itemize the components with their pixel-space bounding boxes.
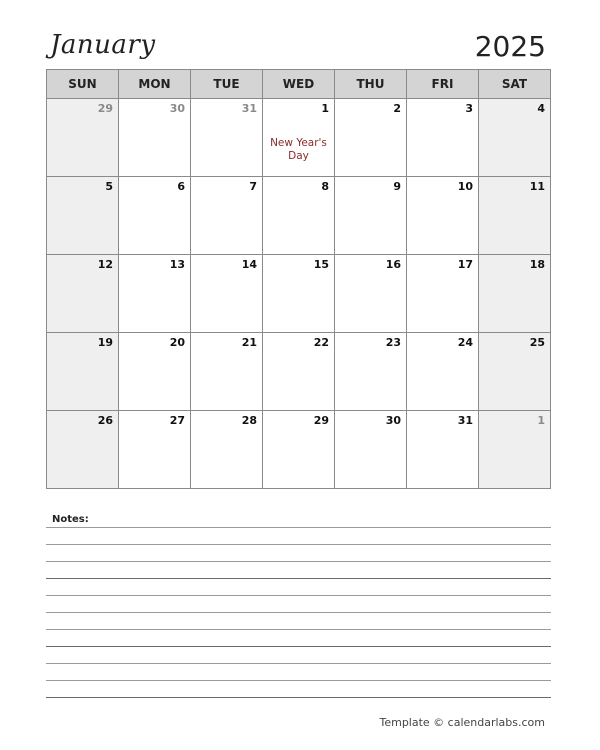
day-number: 20 xyxy=(169,336,185,349)
day-number: 17 xyxy=(457,258,473,271)
day-number: 2 xyxy=(393,102,401,115)
calendar-day-cell xyxy=(263,333,335,411)
day-number: 30 xyxy=(169,102,185,115)
day-number: 18 xyxy=(529,258,545,271)
weekday-header-tue: TUE xyxy=(191,70,263,99)
calendar-day-cell xyxy=(47,411,119,489)
calendar-week-row xyxy=(47,255,551,333)
day-number: 25 xyxy=(529,336,545,349)
calendar-day-cell xyxy=(335,333,407,411)
day-number: 14 xyxy=(241,258,257,271)
calendar-day-cell xyxy=(407,411,479,489)
day-number: 28 xyxy=(241,414,257,427)
note-line xyxy=(46,612,551,613)
note-line xyxy=(46,680,551,681)
day-number: 5 xyxy=(105,180,113,193)
day-number: 7 xyxy=(249,180,257,193)
calendar-day-cell xyxy=(119,411,191,489)
calendar-day-cell xyxy=(335,99,407,177)
calendar-day-cell xyxy=(119,99,191,177)
calendar-week-row xyxy=(47,333,551,411)
note-line xyxy=(46,697,551,698)
day-number: 31 xyxy=(241,102,257,115)
day-number: 15 xyxy=(313,258,329,271)
year-title: 2025 xyxy=(474,30,546,63)
calendar-day-cell xyxy=(47,99,119,177)
calendar-day-cell xyxy=(263,255,335,333)
calendar-day-cell xyxy=(479,177,551,255)
calendar-week-row xyxy=(47,177,551,255)
day-number: 9 xyxy=(393,180,401,193)
day-number: 27 xyxy=(169,414,185,427)
day-number: 24 xyxy=(457,336,473,349)
day-number: 26 xyxy=(97,414,113,427)
calendar-day-cell xyxy=(335,255,407,333)
calendar-grid xyxy=(46,69,551,489)
calendar-day-cell xyxy=(119,333,191,411)
note-line xyxy=(46,663,551,664)
day-number: 8 xyxy=(321,180,329,193)
day-number: 11 xyxy=(529,180,545,193)
note-line xyxy=(46,527,551,528)
day-number: 10 xyxy=(457,180,473,193)
day-number: 29 xyxy=(97,102,113,115)
calendar-body xyxy=(47,99,551,489)
calendar-day-cell xyxy=(407,99,479,177)
day-number: 1 xyxy=(537,414,545,427)
note-line xyxy=(46,646,551,647)
calendar-day-cell xyxy=(479,99,551,177)
weekday-header-sat: SAT xyxy=(479,70,551,99)
day-number: 22 xyxy=(313,336,329,349)
calendar-day-cell xyxy=(479,255,551,333)
calendar-day-cell xyxy=(191,333,263,411)
day-number: 13 xyxy=(169,258,185,271)
weekday-header-wed: WED xyxy=(263,70,335,99)
day-number: 1 xyxy=(321,102,329,115)
footer-credit: Template © calendarlabs.com xyxy=(379,716,545,729)
note-line xyxy=(46,578,551,579)
note-line xyxy=(46,595,551,596)
calendar-day-cell xyxy=(191,411,263,489)
day-number: 31 xyxy=(457,414,473,427)
day-number: 23 xyxy=(385,336,401,349)
calendar-day-cell xyxy=(119,255,191,333)
day-number: 16 xyxy=(385,258,401,271)
weekday-header-sun: SUN xyxy=(47,70,119,99)
calendar-day-cell xyxy=(47,177,119,255)
calendar-day-cell xyxy=(191,255,263,333)
weekday-header-mon: MON xyxy=(119,70,191,99)
day-number: 3 xyxy=(465,102,473,115)
weekday-header-row xyxy=(47,70,551,99)
calendar-day-cell xyxy=(119,177,191,255)
calendar-day-cell xyxy=(407,255,479,333)
calendar-day-cell xyxy=(263,411,335,489)
day-number: 6 xyxy=(177,180,185,193)
calendar-day-cell xyxy=(407,333,479,411)
day-number: 21 xyxy=(241,336,257,349)
day-number: 19 xyxy=(97,336,113,349)
month-title: January xyxy=(50,30,156,60)
notes-label: Notes: xyxy=(52,514,89,525)
calendar-day-cell xyxy=(335,177,407,255)
note-line xyxy=(46,544,551,545)
calendar-day-cell xyxy=(407,177,479,255)
note-line xyxy=(46,561,551,562)
calendar-day-cell xyxy=(263,99,335,177)
calendar-day-cell xyxy=(191,177,263,255)
calendar-day-cell xyxy=(479,411,551,489)
note-line xyxy=(46,629,551,630)
holiday-label: New Year's Day xyxy=(270,137,327,162)
day-number: 30 xyxy=(385,414,401,427)
weekday-header-thu: THU xyxy=(335,70,407,99)
day-number: 12 xyxy=(97,258,113,271)
weekday-header-fri: FRI xyxy=(407,70,479,99)
day-number: 4 xyxy=(537,102,545,115)
calendar-day-cell xyxy=(191,99,263,177)
calendar-week-row xyxy=(47,411,551,489)
calendar-day-cell xyxy=(47,255,119,333)
calendar-day-cell xyxy=(335,411,407,489)
calendar-day-cell xyxy=(479,333,551,411)
day-number: 29 xyxy=(313,414,329,427)
calendar-day-cell xyxy=(263,177,335,255)
calendar-week-row xyxy=(47,99,551,177)
calendar-day-cell xyxy=(47,333,119,411)
